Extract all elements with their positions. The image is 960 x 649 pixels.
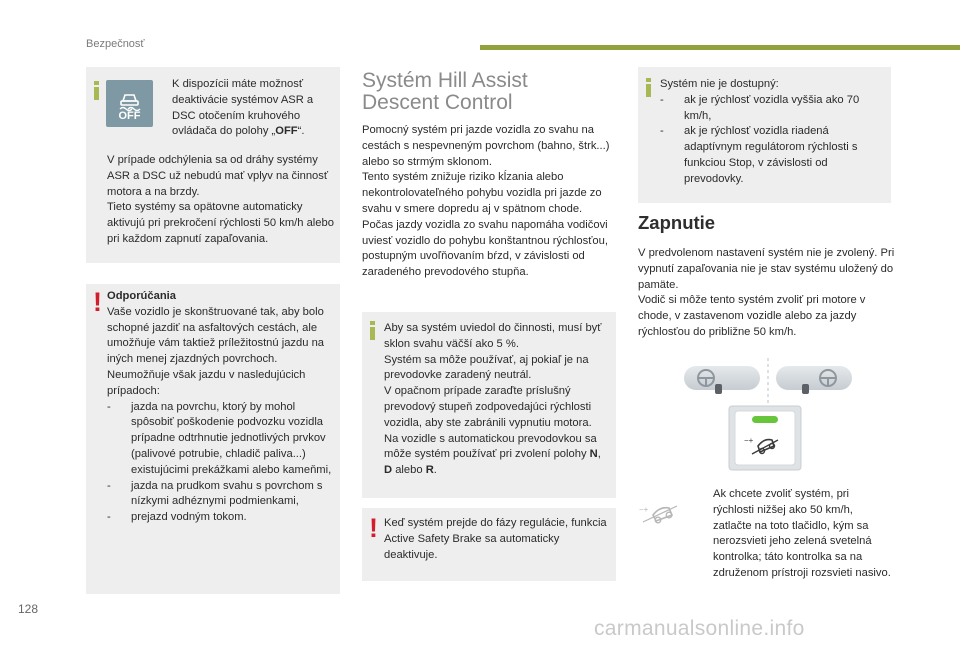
activation-conditions-text: Aby sa systém uviedol do činnosti, musí byť sklon svahu väčší ako 5 %. Systém sa môže používať, aj pokiaľ je na prevodovke zaradený neutrál. V opačnom prípade zaraďte príslušný prevodový stupeň zodpovedajúci rýchlosti vozidla, aby ste zabránili vypnutiu motora. Na vozidle s automatickou prevodovkou sa môže systém používať pri zvolení polohy N, D alebo R. (384, 322, 602, 477)
list-item: - ak je rýchlosť vozidla riadená adaptívnym regulátorom rýchlosti s funkciou Stop, v závislosti od prevodovky. (660, 125, 858, 185)
hill-assist-description: Pomocný systém pri jazde vozidla zo svahu na cestách s nespevneným povrchom (bahno, štrk...) alebo so strmým sklonom. Tento systém znižuje riziko kĺzania alebo nekontrolovateľného pohybu vozidla pri jazde zo svahu v smere dopredu aj v spätnom chode. Počas jazdy vozidla zo svahu napomáha vodičovi uviesť vozidlo do pohybu konštantnou rýchlosťou, postupným uvoľňovaním bŕzd, v závislosti od zaradeného prevodového stupňa. (362, 124, 610, 279)
zapnutie-heading: Zapnutie (638, 212, 716, 233)
info-icon (370, 321, 375, 340)
svg-text:−+: −+ (639, 505, 649, 514)
dsc-info-box (86, 67, 340, 263)
list-item: - ak je rýchlosť vozidla vyššia ako 70 km/h, (660, 93, 860, 122)
hill-descent-button-icon (729, 406, 801, 470)
info-icon (94, 81, 99, 100)
warning-icon: ! (369, 513, 378, 543)
active-safety-brake-warning-box (362, 508, 616, 581)
select-system-instruction: Ak chcete zvoliť systém, pri rýchlosti nižšej ako 50 km/h, zatlačte na toto tlačidlo, kým sa nerozsvieti jeho zelená svetelná kontrolka; táto kontrolka sa na združenom prístroji rozsvieti nasivo. (713, 488, 891, 579)
recommendations-text: Odporúčania Vaše vozidlo je skonštruované tak, aby bolo schopné jazdiť na asfaltových cestách, ale umožňuje vám taktiež príležitostnú jazdu na iných menej zjazdných povrchoch. Neumožňuje však jazdu v nasledujúcich prípadoch: - jazda na povrchu, ktorý by mohol spôsobiť poškodenie podvozku vozidla prípadne odtrhnutie jednotlivých prvkov (palivové potrubie, chladič paliva...) existujúcimi prekážkami alebo kameňmi, - jazda na prudkom svahu s povrchom s nízkymi adhéznymi podmienkami, - prejazd vodným tokom. (107, 289, 335, 526)
list-item: - jazda na prudkom svahu s povrchom s nízkymi adhéznymi podmienkami, (107, 479, 323, 508)
section-title: Bezpečnosť (86, 38, 145, 50)
svg-text:−+: −+ (744, 436, 754, 445)
list-item: - jazda na povrchu, ktorý by mohol spôsobiť poškodenie podvozku vozidla prípadne odtrhnutie jednotlivých prvkov (palivové potrubie, chladič paliva...) existujúcimi prekážkami alebo kameňmi, (107, 400, 332, 476)
dsc-off-icon (106, 80, 153, 127)
dsc-intro: K dispozícii máte možnosť deaktivácie systémov ASR a DSC otočením kruhového ovládača do polohy „OFF“. (172, 78, 314, 138)
right-switch-icon (776, 366, 852, 394)
page-number: 128 (18, 602, 39, 616)
list-item: - prejazd vodným tokom. (107, 511, 247, 524)
warning-icon: ! (93, 287, 102, 317)
active-safety-brake-text: Keď systém prejde do fázy regulácie, funkcia Active Safety Brake sa automaticky deaktivuje. (384, 517, 607, 561)
hill-assist-heading: Systém Hill Assist Descent Control (362, 69, 528, 114)
watermark: carmanualsonline.info (594, 617, 805, 640)
recommendations-warning-box (86, 284, 340, 594)
info-icon (646, 78, 651, 97)
hill-descent-lamp-icon (639, 500, 683, 526)
left-switch-icon (684, 366, 760, 394)
dsc-body: V prípade odchýlenia sa od dráhy systémy ASR a DSC už nebudú mať vplyv na činnosť motora a na brzdy. Tieto systémy sa opätovne automaticky aktivujú pri prekročení rýchlosti 50 km/h alebo pri každom zapnutí zapaľovania. (107, 154, 334, 245)
control-panel-illustration (682, 354, 856, 472)
not-available-box (638, 67, 891, 203)
not-available-text: Systém nie je dostupný: - ak je rýchlosť vozidla vyššia ako 70 km/h, - ak je rýchlosť vozidla riadená adaptívnym regulátorom rýchlosti s funkciou Stop, v závislosti od prevodovky. (660, 77, 885, 188)
zapnutie-text: V predvolenom nastavení systém nie je zvolený. Pri vypnutí zapaľovania nie je stav systému uložený do pamäte. Vodič si môže tento systém zvoliť pri motore v chode, v zastavenom vozidle alebo za jazdy rýchlosťou do približne 50 km/h. (638, 247, 895, 338)
activation-conditions-box (362, 312, 616, 498)
off-badge: OFF (118, 110, 141, 122)
header-accent-bar (480, 45, 960, 50)
